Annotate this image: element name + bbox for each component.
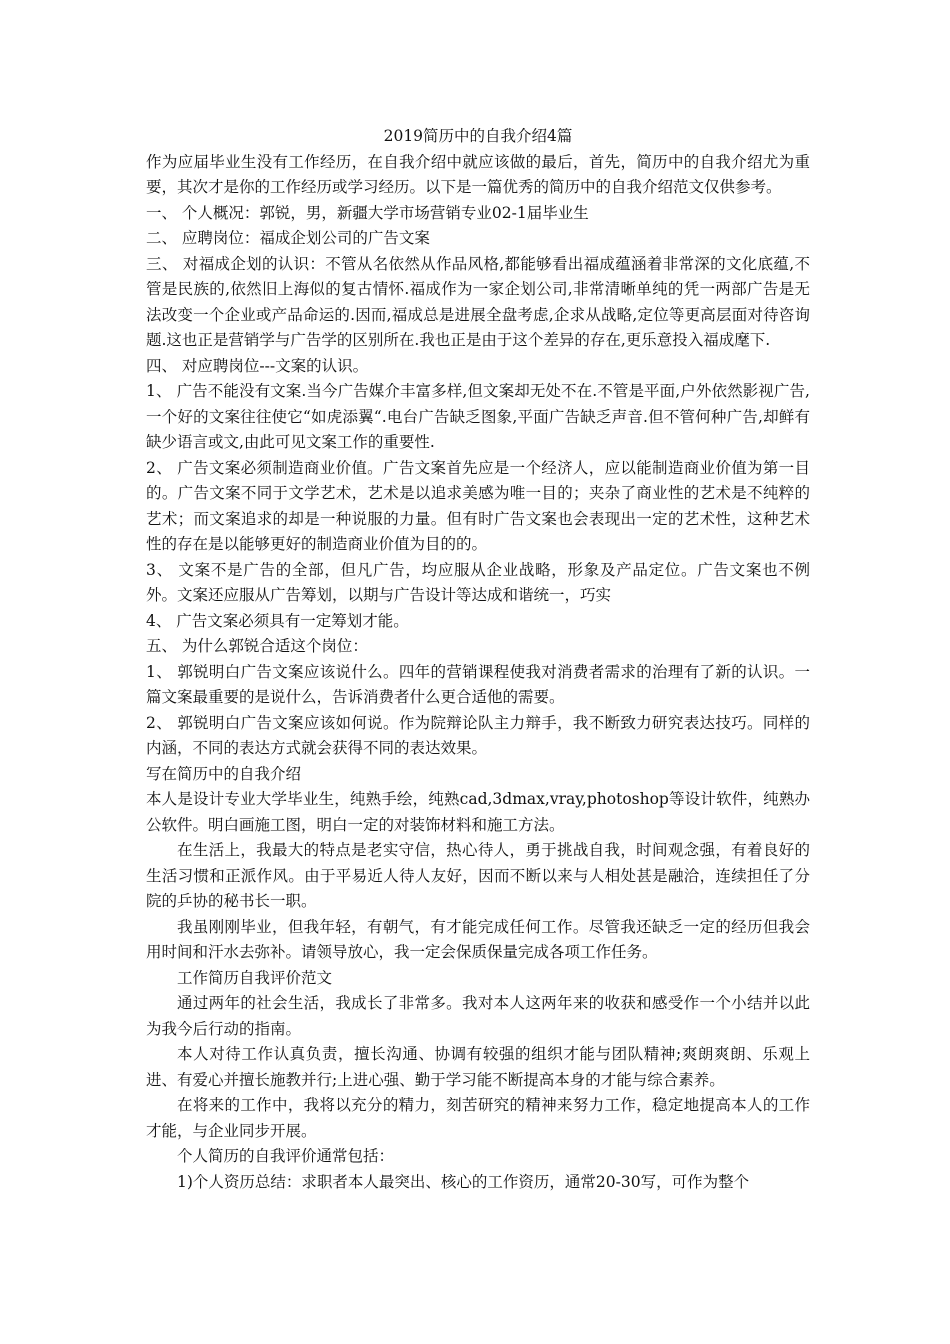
paragraph: 2、 广告文案必须制造商业价值。广告文案首先应是一个经济人，应以能制造商业价值为第一目的。广告文案不同于文学艺术，艺术是以追求美感为唯一目的；夹杂了商业性的艺术是不纯粹的艺术；而文案追求的却是一种说服的力量。但有时广告文案也会表现出一定的艺术性，这种艺术性的存在是以能够更好的制造商业价值为目的的。: [146, 458, 810, 553]
document-page: [146, 124, 810, 1195]
paragraph: 二、 应聘岗位：福成企划公司的广告文案: [146, 229, 430, 247]
document-body: [146, 150, 810, 1196]
paragraph: 本人是设计专业大学毕业生，纯熟手绘，纯熟cad,3dmax,vray,photoshop等设计软件，纯熟办公软件。明白画施工图，明白一定的对装饰材料和施工方法。: [146, 790, 810, 834]
paragraph: 一、 个人概况：郭锐，男，新疆大学市场营销专业02-1届毕业生: [146, 203, 589, 222]
paragraph: 四、 对应聘岗位---文案的认识。: [146, 356, 369, 375]
paragraph: 2、 郭锐明白广告文案应该如何说。作为院辩论队主力辩手，我不断致力研究表达技巧。同样的内涵，不同的表达方式就会获得不同的表达效果。: [146, 713, 810, 757]
paragraph: 作为应届毕业生没有工作经历，在自我介绍中就应该做的最后，首先，简历中的自我介绍尤为重要，其次才是你的工作经历或学习经历。以下是一篇优秀的简历中的自我介绍范文仅供参考。: [146, 152, 810, 196]
paragraph: 1、 广告不能没有文案.当今广告媒介丰富多样,但文案却无处不在.不管是平面,户外依然影视广告,一个好的文案往往使它“如虎添翼“.电台广告缺乏图象,平面广告缺乏声音.但不管何种广告,却鲜有缺少语言或文,由此可见文案工作的重要性.: [146, 382, 810, 451]
paragraph: 在生活上，我最大的特点是老实守信，热心待人，勇于挑战自我，时间观念强，有着良好的生活习惯和正派作风。由于平易近人待人友好，因而不断以来与人相处甚是融洽，连续担任了分院的乒协的秘书长一职。: [146, 841, 810, 910]
paragraph: 1、 郭锐明白广告文案应该说什么。四年的营销课程使我对消费者需求的治理有了新的认识。一篇文案最重要的是说什么，告诉消费者什么更合适他的需要。: [146, 662, 810, 706]
paragraph: 工作简历自我评价范文: [177, 968, 333, 987]
paragraph: 我虽刚刚毕业，但我年轻，有朝气，有才能完成任何工作。尽管我还缺乏一定的经历但我会用时间和汗水去弥补。请领导放心，我一定会保质保量完成各项工作任务。: [146, 917, 810, 961]
paragraph: 三、 对福成企划的认识：不管从名依然从作品风格,都能够看出福成蕴涵着非常深的文化底蕴,不管是民族的,依然旧上海似的复古情怀.福成作为一家企划公司,非常清晰单纯的凭一两部广告是无法改变一个企业或产品命运的.因而,福成总是进展全盘考虑,企求从战略,定位等更高层面对待咨询题.这也正是营销学与广告学的区别所在.我也正是由于这个差异的存在,更乐意投入福成麾下.: [146, 254, 810, 349]
paragraph: 在将来的工作中，我将以充分的精力，刻苦研究的精神来努力工作，稳定地提高本人的工作才能，与企业同步开展。: [146, 1096, 810, 1140]
paragraph: 4、 广告文案必须具有一定筹划才能。: [146, 611, 409, 630]
paragraph: 本人对待工作认真负责，擅长沟通、协调有较强的组织才能与团队精神;爽朗爽朗、乐观上进、有爱心并擅长施教并行;上进心强、勤于学习能不断提高本身的才能与综合素养。: [146, 1045, 810, 1089]
paragraph: 3、 文案不是广告的全部，但凡广告，均应服从企业战略，形象及产品定位。广告文案也不例外。文案还应服从广告筹划，以期与广告设计等达成和谐统一，巧实: [146, 560, 810, 604]
paragraph: 通过两年的社会生活，我成长了非常多。我对本人这两年来的收获和感受作一个小结并以此为我今后行动的指南。: [146, 994, 810, 1038]
paragraph: 1)个人资历总结：求职者本人最突出、核心的工作资历，通常20-30写，可作为整个: [177, 1172, 750, 1191]
document-title: 2019简历中的自我介绍4篇: [383, 127, 573, 145]
paragraph: 写在简历中的自我介绍: [146, 764, 302, 783]
paragraph: 五、 为什么郭锐合适这个岗位：: [146, 637, 368, 655]
paragraph: 个人简历的自我评价通常包括：: [177, 1147, 395, 1165]
